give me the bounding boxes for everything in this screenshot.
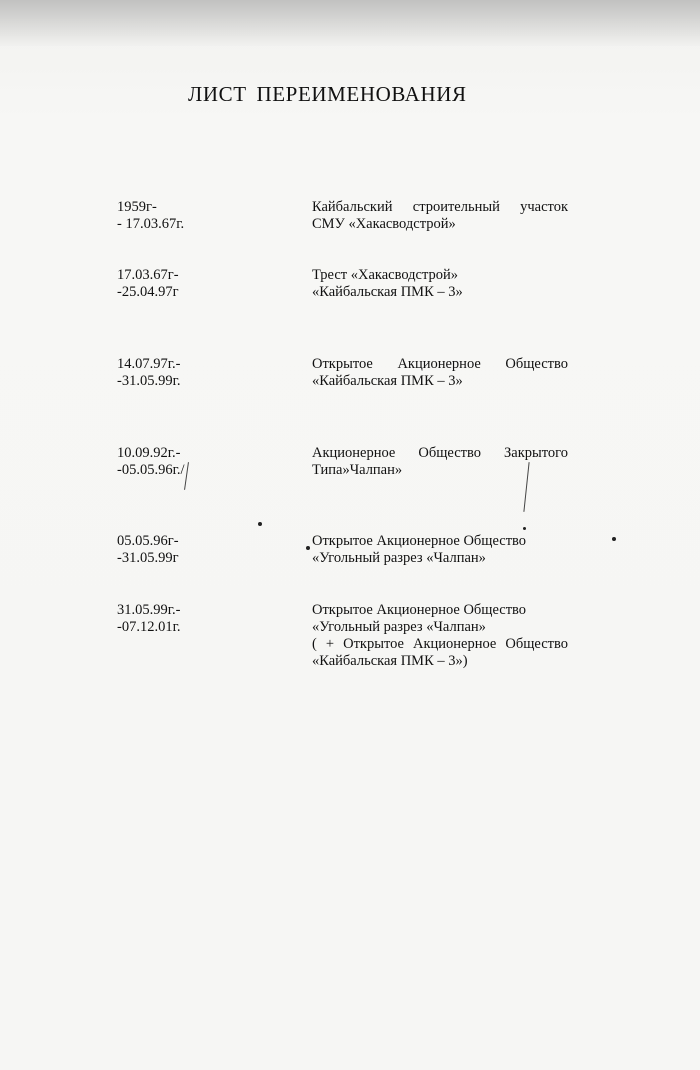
name-line: Открытое Акционерное Общество (312, 356, 568, 372)
entry-name (312, 533, 568, 567)
name-line: Трест «Хакасводстрой» (312, 267, 459, 283)
entry-dates (117, 533, 267, 567)
scan-speck (523, 527, 526, 530)
scan-speck (612, 537, 616, 541)
scan-shadow (0, 0, 700, 46)
date-start: 1959г- (117, 199, 157, 215)
entry-name (312, 602, 568, 670)
name-line: ( + Открытое Акционерное Общество (312, 636, 568, 652)
entry-name (312, 356, 568, 390)
name-line: «Кайбальская ПМК – 3») (312, 653, 468, 669)
scan-speck (258, 522, 262, 526)
entry-dates (117, 445, 267, 479)
entry-dates (117, 356, 267, 390)
name-line: «Угольный разрез «Чалпан» (312, 619, 486, 635)
date-end: -31.05.99г. (117, 373, 181, 389)
date-start: 05.05.96г- (117, 533, 179, 549)
date-start: 10.09.92г.- (117, 445, 181, 461)
date-start: 31.05.99г.- (117, 602, 181, 618)
name-line: СМУ «Хакасводстрой» (312, 216, 456, 232)
date-end: -25.04.97г (117, 284, 179, 300)
name-line: Открытое Акционерное Общество (312, 533, 527, 549)
name-line: «Кайбальская ПМК – 3» (312, 284, 463, 300)
date-end: - 17.03.67г. (117, 216, 185, 232)
name-line: Акционерное Общество Закрытого (312, 445, 568, 461)
entry-dates (117, 602, 267, 636)
entry-dates (117, 199, 267, 233)
date-start: 17.03.67г- (117, 267, 179, 283)
entry-dates (117, 267, 267, 301)
scan-speck (306, 546, 310, 550)
name-line: Открытое Акционерное Общество (312, 602, 527, 618)
name-line: Кайбальский строительный участок (312, 199, 568, 215)
name-line: «Кайбальская ПМК – 3» (312, 373, 463, 389)
page-title: ЛИСТ ПЕРЕИМЕНОВАНИЯ (188, 82, 467, 106)
date-end: -05.05.96г./ (117, 462, 185, 478)
date-start: 14.07.97г.- (117, 356, 181, 372)
name-line: «Угольный разрез «Чалпан» (312, 550, 486, 566)
entry-name (312, 267, 568, 301)
date-end: -31.05.99г (117, 550, 179, 566)
entry-name (312, 199, 568, 233)
name-line: Типа»Чалпан» (312, 462, 403, 478)
date-end: -07.12.01г. (117, 619, 181, 635)
